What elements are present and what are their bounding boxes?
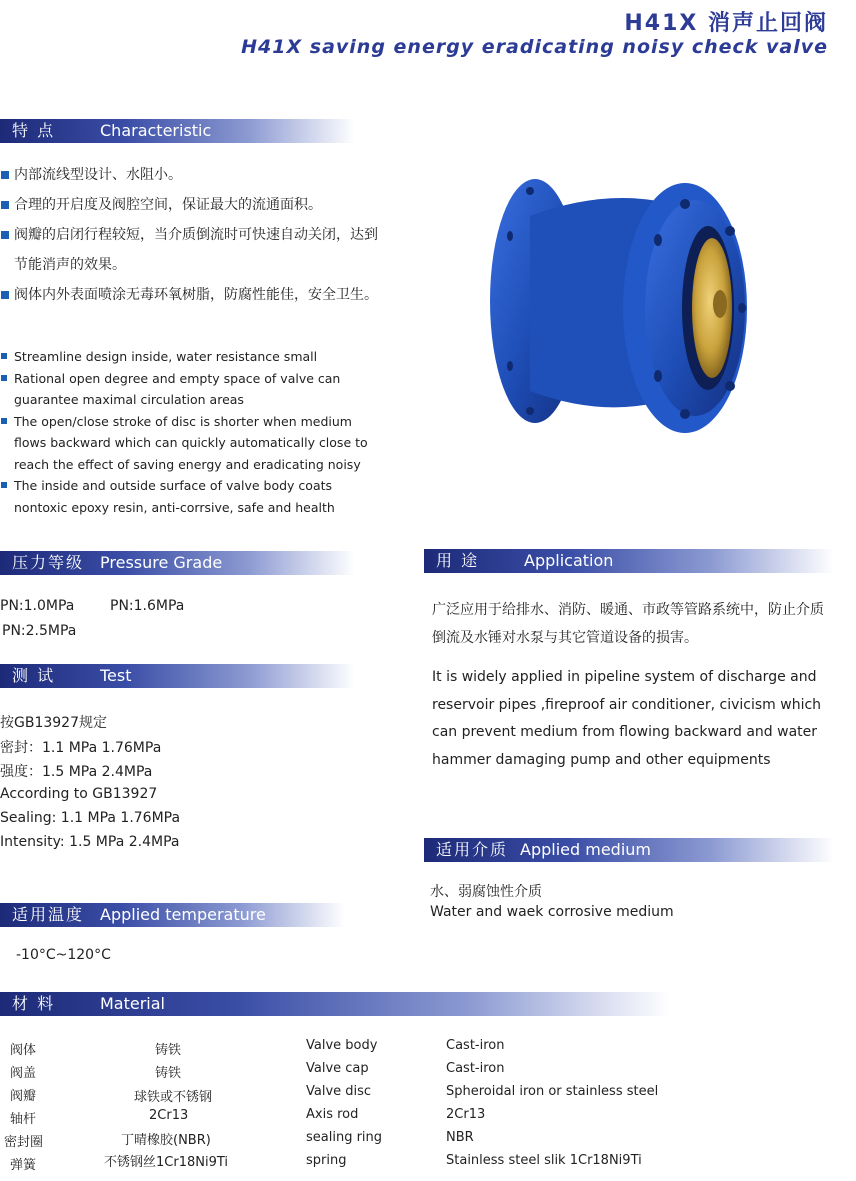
material-cn: 球铁或不锈钢 bbox=[134, 1090, 213, 1105]
list-item: 合理的开启度及阀腔空间，保证最大的流通面积。 bbox=[0, 190, 380, 220]
test-line: 按GB13927规定 bbox=[0, 715, 107, 731]
section-title-cn: 特 点 bbox=[12, 121, 56, 140]
bullet-icon bbox=[1, 291, 9, 299]
bullet-icon bbox=[1, 418, 7, 424]
part-en: Valve disc bbox=[306, 1084, 372, 1099]
list-item: The inside and outside surface of valve body coats nontoxic epoxy resin, anti-corrsive, safe and health bbox=[0, 475, 370, 518]
application-text-cn: 广泛应用于给排水、消防、暖通、市政等管路系统中，防止介质倒流及水锤对水泵与其它管道设备的损害。 bbox=[432, 602, 824, 646]
characteristic-header bbox=[0, 119, 355, 143]
section-title-en: Characteristic bbox=[100, 121, 212, 140]
part-cn: 阀盖 bbox=[10, 1066, 37, 1081]
list-item: Streamline design inside, water resistance small bbox=[0, 346, 370, 368]
material-en: Stainless steel slik 1Cr18Ni9Ti bbox=[446, 1153, 642, 1168]
application-text-en: It is widely applied in pipeline system of discharge and reservoir pipes ,fireproof air conditioner, civicism which can prevent medium from flowing backward and water hammer damaging pump and other equipments bbox=[432, 669, 822, 768]
material-en: Spheroidal iron or stainless steel bbox=[446, 1084, 659, 1099]
material-cn: 铸铁 bbox=[155, 1043, 182, 1058]
part-en: Axis rod bbox=[306, 1107, 359, 1122]
section-title-en: Pressure Grade bbox=[100, 553, 223, 572]
bullet-icon bbox=[1, 171, 9, 179]
material-cn: 丁晴橡胶(NBR) bbox=[121, 1133, 211, 1148]
section-title-en: Application bbox=[524, 551, 614, 570]
characteristic-list-cn bbox=[0, 160, 380, 310]
material-en: Cast-iron bbox=[446, 1061, 505, 1076]
test-line: Intensity: 1.5 MPa 2.4MPa bbox=[0, 834, 180, 850]
temperature-value: -10°C~120°C bbox=[16, 947, 111, 963]
characteristic-list-en bbox=[0, 346, 370, 518]
medium-header bbox=[424, 838, 834, 862]
check-valve-image bbox=[480, 176, 760, 436]
material-cn: 铸铁 bbox=[155, 1066, 182, 1081]
material-cn: 2Cr13 bbox=[149, 1108, 189, 1123]
material-en: NBR bbox=[446, 1130, 474, 1145]
bullet-icon bbox=[1, 231, 9, 239]
pressure-value: PN:2.5MPa bbox=[2, 623, 77, 639]
section-title-cn: 测 试 bbox=[12, 666, 56, 685]
section-title-cn: 压力等级 bbox=[12, 553, 85, 572]
section-title-en: Applied medium bbox=[520, 840, 651, 859]
bullet-icon bbox=[1, 353, 7, 359]
list-item: 内部流线型设计、水阻小。 bbox=[0, 160, 380, 190]
section-title-cn: 适用介质 bbox=[436, 840, 509, 859]
test-line: Sealing: 1.1 MPa 1.76MPa bbox=[0, 810, 181, 826]
section-title-cn: 材 料 bbox=[12, 994, 56, 1013]
part-cn: 轴杆 bbox=[10, 1112, 37, 1127]
part-en: Valve body bbox=[306, 1038, 378, 1053]
list-item: 阀瓣的启闭行程较短，当介质倒流时可快速自动关闭，达到节能消声的效果。 bbox=[0, 220, 380, 280]
part-en: sealing ring bbox=[306, 1130, 383, 1145]
part-cn: 阀体 bbox=[10, 1043, 37, 1058]
part-en: Valve cap bbox=[306, 1061, 369, 1076]
test-header bbox=[0, 664, 355, 688]
test-line: 密封：1.1 MPa 1.76MPa bbox=[0, 740, 162, 756]
test-line: 强度：1.5 MPa 2.4MPa bbox=[0, 764, 153, 780]
pressure-header bbox=[0, 551, 355, 575]
list-item: The open/close stroke of disc is shorter when medium flows backward which can quickly automatically close to reach the effect of saving energy and eradicating noisy bbox=[0, 411, 370, 476]
section-title-en: Applied temperature bbox=[100, 905, 266, 924]
test-line: According to GB13927 bbox=[0, 786, 158, 802]
temperature-header bbox=[0, 903, 345, 927]
part-cn: 弹簧 bbox=[10, 1158, 37, 1173]
part-cn: 密封圈 bbox=[4, 1135, 44, 1150]
material-header bbox=[0, 992, 670, 1016]
bullet-icon bbox=[1, 375, 7, 381]
page-title-cn: H41X 消声止回阀 bbox=[624, 11, 828, 36]
material-table bbox=[0, 1036, 856, 1176]
part-en: spring bbox=[306, 1153, 347, 1168]
page-title-en: H41X saving energy eradicating noisy check valve bbox=[241, 36, 828, 58]
material-cn: 不锈钢丝1Cr18Ni9Ti bbox=[104, 1155, 228, 1170]
bullet-icon bbox=[1, 482, 7, 488]
pressure-value: PN:1.0MPa bbox=[0, 598, 75, 614]
material-en: 2Cr13 bbox=[446, 1107, 486, 1122]
section-title-cn: 用 途 bbox=[436, 551, 480, 570]
medium-text-cn: 水、弱腐蚀性介质 bbox=[430, 884, 542, 900]
material-en: Cast-iron bbox=[446, 1038, 505, 1053]
part-cn: 阀瓣 bbox=[10, 1089, 37, 1104]
medium-text-en: Water and waek corrosive medium bbox=[430, 904, 674, 920]
bullet-icon bbox=[1, 201, 9, 209]
application-header bbox=[424, 549, 834, 573]
list-item: Rational open degree and empty space of valve can guarantee maximal circulation areas bbox=[0, 368, 370, 411]
list-item: 阀体内外表面喷涂无毒环氧树脂，防腐性能佳，安全卫生。 bbox=[0, 280, 380, 310]
section-title-cn: 适用温度 bbox=[12, 905, 85, 924]
section-title-en: Test bbox=[100, 666, 132, 685]
section-title-en: Material bbox=[100, 994, 165, 1013]
pressure-value: PN:1.6MPa bbox=[110, 598, 185, 614]
